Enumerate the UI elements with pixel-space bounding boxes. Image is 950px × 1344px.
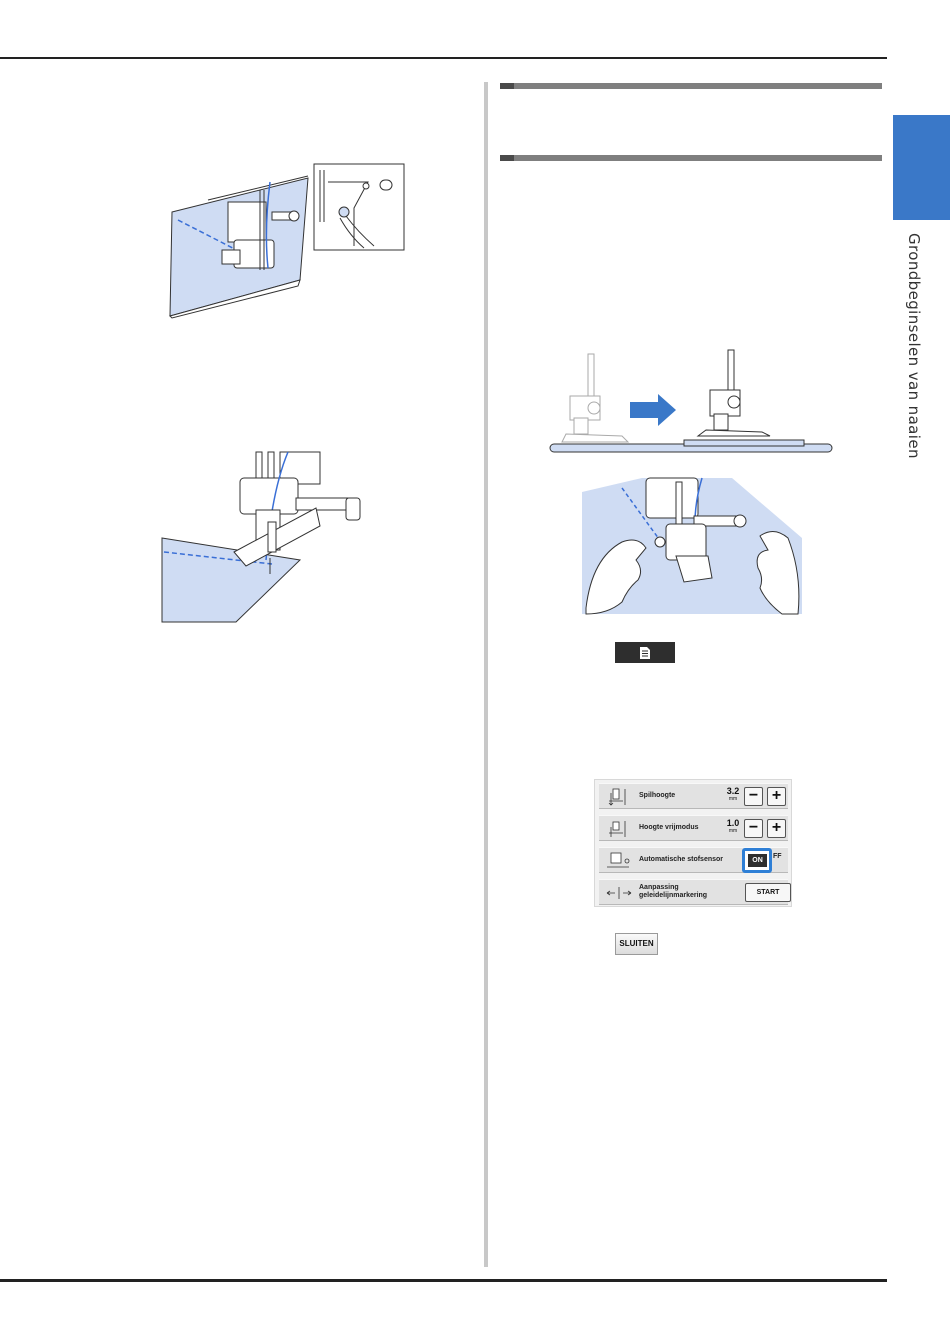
off-button[interactable]: FF xyxy=(773,853,782,860)
setting-label: Spilhoogte xyxy=(639,792,676,799)
presser-foot-icon xyxy=(160,450,385,625)
chapter-tab xyxy=(893,115,950,220)
setting-row-guideline xyxy=(599,879,788,905)
setting-row-pivot-height xyxy=(599,783,788,809)
setting-label xyxy=(639,884,707,900)
section-header-bar-bottom xyxy=(500,155,882,161)
decrease-button[interactable]: − xyxy=(744,787,763,806)
on-button[interactable]: ON xyxy=(748,854,767,867)
column-divider xyxy=(484,82,488,1267)
setting-label: Hoogte vrijmodus xyxy=(639,824,699,831)
increase-button[interactable]: + xyxy=(767,819,786,838)
section-header-bar-top xyxy=(500,83,882,89)
settings-page-button[interactable] xyxy=(615,642,675,663)
top-rule xyxy=(0,57,887,59)
on-toggle-highlight xyxy=(742,848,772,873)
setting-row-fabric-sensor xyxy=(599,847,788,873)
guideline-arrows-icon xyxy=(605,883,633,903)
free-motion-height-icon xyxy=(605,819,633,839)
foot-raise-arrow-icon xyxy=(548,348,834,458)
pivot-height-icon xyxy=(605,787,633,807)
label-line-1: Aanpassing xyxy=(639,884,679,891)
pivot-height-value: 3.2 xyxy=(726,786,740,796)
setting-row-free-motion-height xyxy=(599,815,788,841)
setting-value xyxy=(726,786,740,802)
value-unit: mm xyxy=(728,828,738,834)
free-motion-height-value: 1.0 xyxy=(726,818,740,828)
setting-label: Automatische stofsensor xyxy=(639,856,724,863)
hands-fabric-icon xyxy=(582,478,802,614)
bottom-rule xyxy=(0,1279,887,1282)
settings-panel xyxy=(594,779,792,907)
chapter-title: Grondbeginselen van naaien xyxy=(905,233,923,459)
setting-value xyxy=(726,818,740,834)
decrease-button[interactable]: − xyxy=(744,819,763,838)
fabric-sensor-icon xyxy=(605,851,633,871)
document-icon xyxy=(639,646,651,660)
presser-foot-with-fabric-icon xyxy=(168,160,408,320)
increase-button[interactable]: + xyxy=(767,787,786,806)
value-unit: mm xyxy=(728,796,738,802)
close-button[interactable]: SLUITEN xyxy=(615,933,658,955)
label-line-2: geleidelijnmarkering xyxy=(639,892,708,899)
start-button[interactable]: START xyxy=(745,883,791,902)
